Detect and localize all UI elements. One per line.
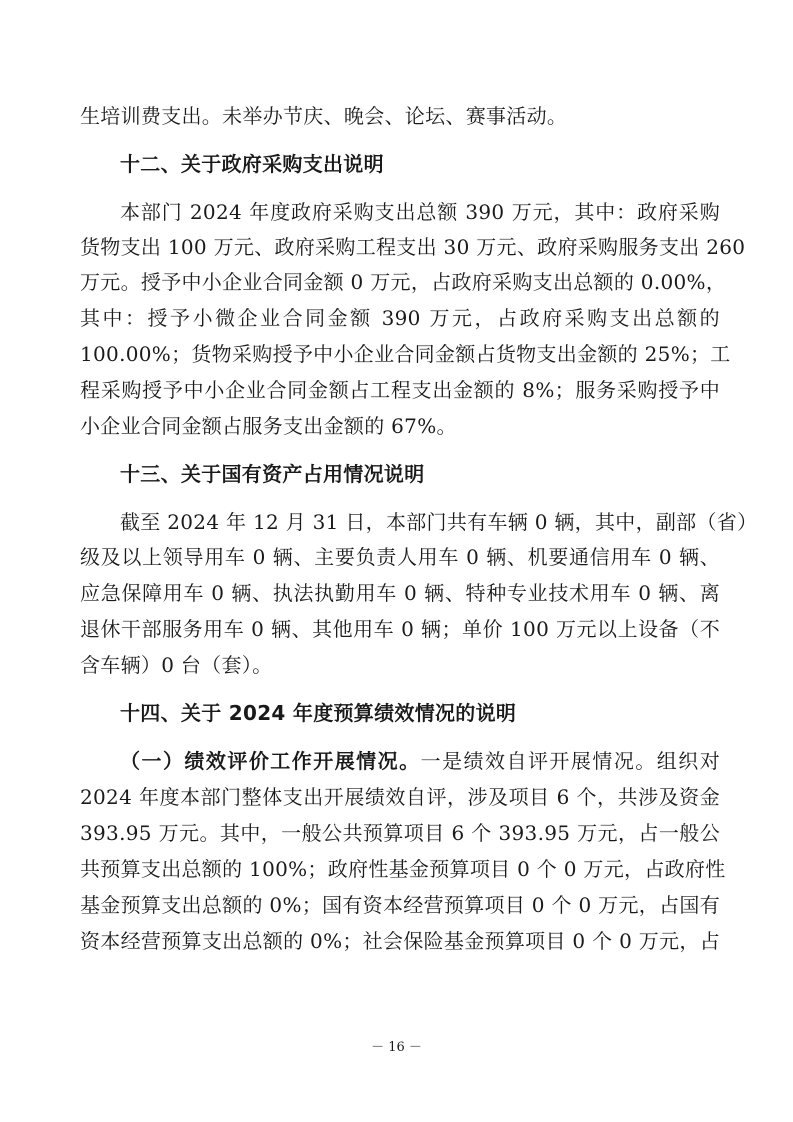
section-heading-13: 十三、关于国有资产占用情况说明 <box>120 462 425 486</box>
body-line: 小企业合同金额占服务支出金额的 67%。 <box>80 414 457 438</box>
body-line: 货物支出 100 万元、政府采购工程支出 30 万元、政府采购服务支出 260 <box>80 235 746 259</box>
body-line: 万元。授予中小企业合同金额 0 万元，占政府采购支出总额的 0.00%， <box>80 270 727 294</box>
body-line: 应急保障用车 0 辆、执法执勤用车 0 辆、特种专业技术用车 0 辆、离 <box>80 581 720 605</box>
body-line: 程采购授予中小企业合同金额占工程支出金额的 8%；服务采购授予中 <box>80 378 720 402</box>
body-line: 截至 2024 年 12 月 31 日，本部门共有车辆 0 辆，其中，副部（省） <box>120 510 758 534</box>
body-line: 资本经营预算支出总额的 0%；社会保险基金预算项目 0 个 0 万元，占 <box>80 929 720 953</box>
body-line: 本部门 2024 年度政府采购支出总额 390 万元，其中：政府采购 <box>120 200 720 224</box>
body-line <box>120 748 720 774</box>
section-heading-14: 十四、关于 2024 年度预算绩效情况的说明 <box>120 701 517 725</box>
body-line: 共预算支出总额的 100%；政府性基金预算项目 0 个 0 万元，占政府性 <box>80 857 726 881</box>
body-line: 含车辆）0 台（套）。 <box>80 653 273 677</box>
subsection-heading: （一）绩效评价工作开展情况。 <box>120 749 421 773</box>
body-line: 基金预算支出总额的 0%；国有资本经营预算项目 0 个 0 万元，占国有 <box>80 893 720 917</box>
page-number: － 16 － <box>371 1040 422 1055</box>
section-heading-12: 十二、关于政府采购支出说明 <box>120 152 384 176</box>
body-line: 其中：授予小微企业合同金额 390 万元，占政府采购支出总额的 <box>80 306 720 330</box>
body-line: 退休干部服务用车 0 辆、其他用车 0 辆；单价 100 万元以上设备（不 <box>80 617 720 641</box>
body-line: 级及以上领导用车 0 辆、主要负责人用车 0 辆、机要通信用车 0 辆、 <box>80 545 720 569</box>
body-line: 2024 年度本部门整体支出开展绩效自评，涉及项目 6 个，共涉及资金 <box>80 785 720 809</box>
body-text: 一是绩效自评开展情况。组织对 <box>420 749 721 773</box>
body-line: 生培训费支出。未举办节庆、晚会、论坛、赛事活动。 <box>80 104 568 128</box>
body-line: 100.00%；货物采购授予中小企业合同金额占货物支出金额的 25%；工 <box>80 342 731 366</box>
body-line: 393.95 万元。其中，一般公共预算项目 6 个 393.95 万元，占一般公 <box>80 821 720 845</box>
